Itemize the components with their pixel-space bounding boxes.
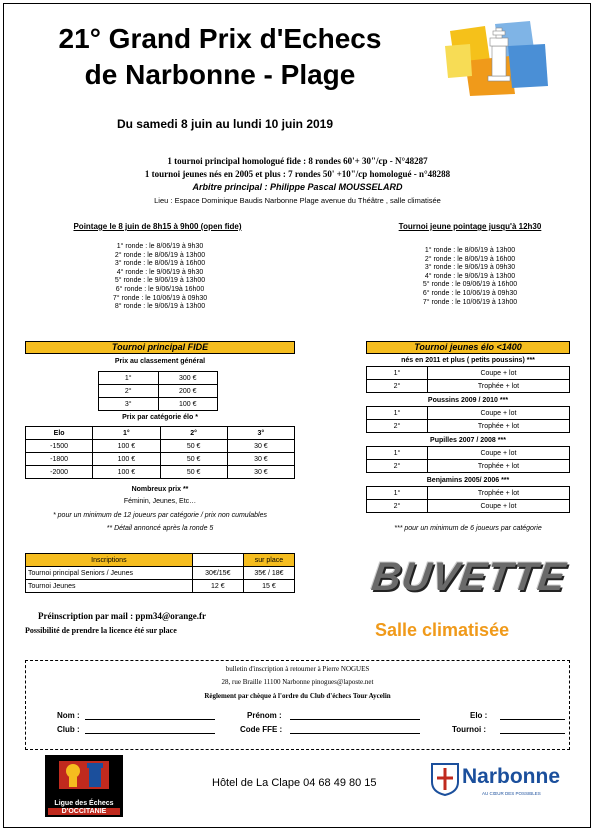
- table-cell: -1800: [26, 453, 93, 466]
- table-cell: Coupe + lot: [427, 447, 569, 460]
- table-row: [99, 372, 218, 385]
- ronde-line: 5° ronde : le 9/06/19 à 13h00: [114, 277, 206, 285]
- table-row: [99, 398, 218, 411]
- title-line-1: 21° Grand Prix d'Echecs: [58, 23, 382, 54]
- nombreux-prix: Nombreux prix **: [131, 486, 189, 493]
- elo-field[interactable]: [500, 719, 565, 720]
- table-row: [26, 580, 295, 593]
- ronde-line: 3° ronde : le 8/06/19 à 16h00: [114, 260, 206, 268]
- category-title: Poussins 2009 / 2010 ***: [427, 397, 509, 404]
- ronde-line: 6° ronde : le 10/06/19 à 09h30: [422, 289, 518, 297]
- table-row: [26, 466, 295, 479]
- category-table: [366, 486, 570, 513]
- table-header-cell: Elo: [26, 427, 93, 440]
- note-2: ** Détail annoncé après la ronde 5: [106, 525, 214, 532]
- category-title: Benjamins 2005/ 2006 ***: [426, 477, 510, 484]
- prenom-label: Prénom :: [247, 711, 282, 720]
- ffe-label: Code FFE :: [240, 725, 283, 734]
- arbitre: Arbitre principal : Philippe Pascal MOUSSELARD: [192, 182, 403, 192]
- ronde-line: 3° ronde : le 9/06/19 à 09h30: [424, 264, 516, 272]
- narbonne-tagline: AU CŒUR DES POSSIBLES: [482, 791, 541, 796]
- table-cell: 30 €: [227, 440, 294, 453]
- table-cell: Coupe + lot: [427, 367, 569, 380]
- ronde-line: 1° ronde : le 8/06/19 à 9h30: [116, 243, 204, 250]
- table-header-cell: 3°: [227, 427, 294, 440]
- ffe-field[interactable]: [290, 733, 420, 734]
- table-cell: 1°: [99, 372, 159, 385]
- left-bar: Tournoi principal FIDE: [25, 341, 295, 354]
- licence: Possibilité de prendre la licence été sur place: [25, 626, 177, 635]
- table-header-cell: sur place: [243, 554, 294, 567]
- table-header-row: [26, 427, 295, 440]
- right-bar: Tournoi jeunes élo <1400: [366, 341, 570, 354]
- bulletin-line-2: 28, rue Braille 11100 Narbonne pinogues@laposte.net: [221, 678, 374, 686]
- ronde-line: 2° ronde : le 8/06/19 à 16h00: [424, 255, 516, 263]
- table-cell: 2°: [367, 460, 428, 473]
- table-row: [367, 420, 570, 433]
- info-line-1: 1 tournoi principal homologué fide : 8 rondes 60'+ 30"/cp - N°48287: [167, 156, 428, 166]
- ronde-line: 5° ronde : le 09/06/19 à 16h00: [422, 281, 518, 289]
- info-line-2: 1 tournoi jeunes nés en 2005 et plus : 7 rondes 50' +10"/cp homologué - n°48288: [144, 169, 451, 179]
- tournoi-field[interactable]: [500, 733, 565, 734]
- title-line-2: de Narbonne - Plage: [84, 59, 356, 90]
- table-row: [26, 453, 295, 466]
- table-cell: 1°: [367, 367, 428, 380]
- table-cell: 3°: [99, 398, 159, 411]
- table-cell: 50 €: [160, 440, 227, 453]
- category-title: nés en 2011 et plus ( petits poussins) ***: [401, 357, 535, 364]
- table-cell: 15 €: [243, 580, 294, 593]
- ligue-text: Ligue des Échecs: [54, 800, 114, 807]
- buvette: BUVETTE: [368, 555, 569, 599]
- category-table: [366, 446, 570, 473]
- nom-field[interactable]: [85, 719, 215, 720]
- ligue-logo: [45, 755, 123, 817]
- table-cell: -1500: [26, 440, 93, 453]
- prix-general-title: Prix au classement général: [114, 358, 206, 365]
- table-row: [367, 487, 570, 500]
- category-title: Pupilles 2007 / 2008 ***: [430, 437, 506, 444]
- table-header-cell: 1°: [93, 427, 160, 440]
- bulletin-box: [25, 660, 570, 750]
- table-header-row: [26, 554, 295, 567]
- table-cell: 2°: [99, 385, 159, 398]
- table-header-cell: [192, 554, 243, 567]
- table-cell: 12 €: [192, 580, 243, 593]
- left-rondes: [60, 243, 260, 312]
- table-cell: 2°: [367, 500, 428, 513]
- table-cell: 100 €: [93, 453, 160, 466]
- table-cell: 2°: [367, 380, 428, 393]
- table-cell: Trophée + lot: [427, 420, 569, 433]
- table-cell: 100 €: [158, 398, 218, 411]
- table-cell: 1°: [367, 447, 428, 460]
- occitanie-text: D'OCCITANIE: [48, 808, 120, 815]
- chess-pieces-icon: [45, 755, 123, 795]
- table-row: [26, 440, 295, 453]
- table-cell: Trophée + lot: [427, 487, 569, 500]
- table-header-cell: Inscriptions: [26, 554, 193, 567]
- table-cell: 1°: [367, 407, 428, 420]
- table-cell: Trophée + lot: [427, 460, 569, 473]
- tournoi-label: Tournoi :: [452, 725, 487, 734]
- feminin: Féminin, Jeunes, Etc…: [123, 498, 197, 505]
- table-cell: Coupe + lot: [427, 407, 569, 420]
- table-cell: Tournoi Jeunes: [26, 580, 193, 593]
- ronde-line: 2° ronde : le 8/06/19 à 13h00: [114, 251, 206, 259]
- ronde-line: 1° ronde : le 8/06/19 à 13h00: [424, 247, 516, 254]
- table-row: [367, 380, 570, 393]
- table-row: [26, 567, 295, 580]
- table-cell: 50 €: [160, 453, 227, 466]
- inscriptions-table: [25, 553, 295, 593]
- table-cell: 30€/15€: [192, 567, 243, 580]
- dates: Du samedi 8 juin au lundi 10 juin 2019: [116, 117, 334, 131]
- chess-logo-icon: [440, 16, 555, 96]
- category-spacer: [366, 513, 570, 517]
- club-label: Club :: [57, 725, 80, 734]
- table-cell: 300 €: [158, 372, 218, 385]
- left-heading: Pointage le 8 juin de 8h15 à 9h00 (open fide): [73, 222, 242, 231]
- prenom-field[interactable]: [290, 719, 420, 720]
- table-cell: -2000: [26, 466, 93, 479]
- lieu: Lieu : Espace Dominique Baudis Narbonne Plage avenue du Théâtre , salle climatisée: [154, 196, 441, 205]
- club-field[interactable]: [85, 733, 215, 734]
- table-cell: 1°: [367, 487, 428, 500]
- general-table: [98, 371, 218, 411]
- bulletin-line-3: Règlement par chèque à l'ordre du Club d'échecs Tour Aycelin: [204, 692, 391, 700]
- table-row: [367, 447, 570, 460]
- table-cell: 50 €: [160, 466, 227, 479]
- table-header-cell: 2°: [160, 427, 227, 440]
- right-heading: Tournoi jeune pointage jusqu'à 12h30: [398, 222, 542, 231]
- nom-label: Nom :: [57, 711, 80, 720]
- ronde-line: 4° ronde : le 9/06/19 à 13h00: [424, 272, 516, 280]
- right-cats: [366, 357, 570, 517]
- bulletin-line-1: bulletin d'inscription à retourner à Pierre NOGUES: [225, 665, 370, 673]
- ronde-line: 7° ronde : le 10/06/19 à 13h00: [422, 298, 518, 306]
- table-cell: 30 €: [227, 466, 294, 479]
- note-1: * pour un minimum de 12 joueurs par catégorie / prix non cumulables: [52, 512, 267, 519]
- table-cell: 30 €: [227, 453, 294, 466]
- salle-climatisee: Salle climatisée: [375, 620, 510, 640]
- table-row: [367, 407, 570, 420]
- hotel: Hôtel de La Clape 04 68 49 80 15: [212, 777, 377, 789]
- table-cell: 100 €: [93, 440, 160, 453]
- table-row: [367, 500, 570, 513]
- narbonne-logo-text: Narbonne: [462, 765, 561, 788]
- table-row: [99, 385, 218, 398]
- elo-table: [25, 426, 295, 479]
- ronde-line: 8° ronde : le 9/06/19 à 13h00: [114, 303, 206, 311]
- ronde-line: 4° ronde : le 9/06/19 à 9h30: [116, 268, 204, 276]
- elo-label: Elo :: [470, 711, 488, 720]
- table-cell: Coupe + lot: [427, 500, 569, 513]
- table-row: [367, 367, 570, 380]
- table-cell: 100 €: [93, 466, 160, 479]
- table-cell: 35€ / 18€: [243, 567, 294, 580]
- prix-elo-title: Prix par catégorie élo *: [122, 414, 198, 421]
- preinscription: Préinscription par mail : ppm34@orange.fr: [38, 611, 206, 621]
- table-cell: 2°: [367, 420, 428, 433]
- table-cell: 200 €: [158, 385, 218, 398]
- table-cell: Trophée + lot: [427, 380, 569, 393]
- table-row: [367, 460, 570, 473]
- ronde-line: 6° ronde : le 9/06/19à 16h00: [115, 285, 205, 293]
- right-rondes: [380, 247, 560, 307]
- narbonne-shield-icon: [430, 762, 460, 796]
- category-table: [366, 406, 570, 433]
- ronde-line: 7° ronde : le 10/06/19 à 09h30: [112, 294, 208, 302]
- right-note: *** pour un minimum de 6 joueurs par catégorie: [394, 525, 542, 532]
- table-cell: Tournoi principal Seniors / Jeunes: [26, 567, 193, 580]
- category-table: [366, 366, 570, 393]
